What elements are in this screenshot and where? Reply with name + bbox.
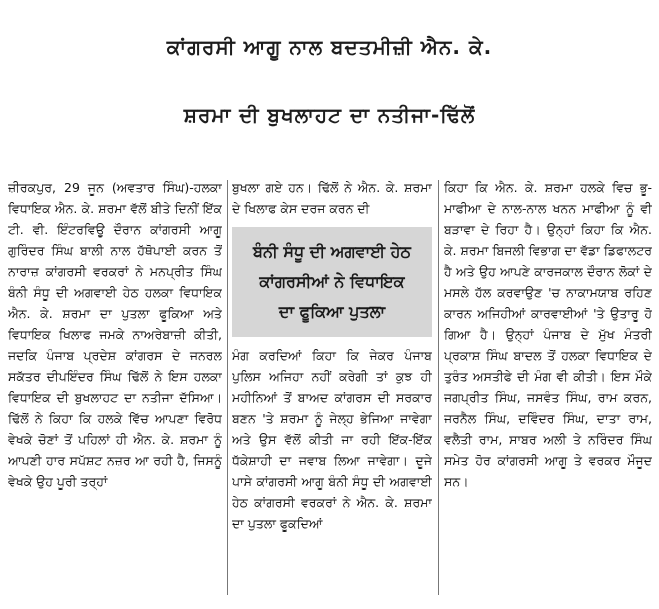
article-column-1: ਜ਼ੀਰਕਪੁਰ, 29 ਜੂਨ (ਅਵਤਾਰ ਸਿੰਘ)-ਹਲਕਾ ਵਿਧਾਇਕ ਐਨ. ਕੇ. ਸ਼ਰਮਾ ਵੱਲੋਂ ਬੀਤੇ ਦਿਨੀਂ ਇੱਕ ਟੀ. ਵੀ. ਇੰਟਰਵਿਊ ਦੌਰਾਨ ਕਾਂਗਰਸੀ ਆਗੂ ਗੁਰਿੰਦਰ ਸਿੰਘ ਬਾਲੀ ਨਾਲ ਹੱਥੋਪਾਈ ਕਰਨ ਤੋਂ ਨਾਰਾਜ਼ ਕਾਂਗਰਸੀ ਵਰਕਰਾਂ ਨੇ ਮਨਪ੍ਰੀਤ ਸਿੰਘ ਬੰਨੀ ਸੰਧੂ ਦੀ ਅਗਵਾਈ ਹੇਠ ਹਲਕਾ ਵਿਧਾਇਕ ਐਨ. ਕੇ. ਸ਼ਰਮਾ ਦਾ ਪੁਤਲਾ ਫੂਕਿਆ ਅਤੇ ਵਿਧਾਇਕ ਖਿਲਾਫ ਜਮਕੇ ਨਾਅਰੇਬਾਜ਼ੀ ਕੀਤੀ, ਜਦਕਿ ਪੰਜਾਬ ਪ੍ਰਦੇਸ਼ ਕਾਂਗਰਸ ਦੇ ਜਨਰਲ ਸਕੱਤਰ ਦੀਪਇੰਦਰ ਸਿੰਘ ਢਿੱਲੋਂ ਨੇ ਇਸ ਹਲਕਾ ਵਿਧਾਇਕ ਦੀ ਬੁਖਲਾਹਟ ਦਾ ਨਤੀਜਾ ਦੱਸਿਆ। ਢਿੱਲੋਂ ਨੇ ਕਿਹਾ ਕਿ ਹਲਕੇ ਵਿੱਚ ਆਪਣਾ ਵਿਰੋਧ ਵੇਖਕੇ ਚੋਣਾਂ ਤੋਂ ਪਹਿਲਾਂ ਹੀ ਐਨ. ਕੇ. ਸ਼ਰਮਾ ਨੂੰ ਆਪਣੀ ਹਾਰ ਸਪੱਸ਼ਟ ਨਜ਼ਰ ਆ ਰਹੀ ਹੈ, ਜਿਸਨੂੰ ਵੇਖਕੇ ਉਹ ਪੂਰੀ ਤਰ੍ਹਾਂ	[8, 180, 222, 489]
article-column-3: ਕਿਹਾ ਕਿ ਐਨ. ਕੇ. ਸ਼ਰਮਾ ਹਲਕੇ ਵਿਚ ਭੂ-ਮਾਫੀਆ ਦੇ ਨਾਲ-ਨਾਲ ਖਨਨ ਮਾਫੀਆ ਨੂੰ ਵੀ ਬੜਾਵਾ ਦੇ ਰਿਹਾ ਹੈ। ਉਨ੍ਹਾਂ ਕਿਹਾ ਕਿ ਐਨ. ਕੇ. ਸ਼ਰਮਾ ਬਿਜਲੀ ਵਿਭਾਗ ਦਾ ਵੱਡਾ ਡਿਫਾਲਟਰ ਹੈ ਅਤੇ ਉਹ ਆਪਣੇ ਕਾਰਜਕਾਲ ਦੌਰਾਨ ਲੋਕਾਂ ਦੇ ਮਸਲੇ ਹੱਲ ਕਰਵਾਉਣ 'ਚ ਨਾਕਾਮਯਾਬ ਰਹਿਣ ਕਾਰਨ ਅਜਿਹੀਆਂ ਕਾਰਵਾਈਆਂ 'ਤੇ ਉਤਾਰੂ ਹੋ ਗਿਆ ਹੈ। ਉਨ੍ਹਾਂ ਪੰਜਾਬ ਦੇ ਮੁੱਖ ਮੰਤਰੀ ਪ੍ਰਕਾਸ਼ ਸਿੰਘ ਬਾਦਲ ਤੋਂ ਹਲਕਾ ਵਿਧਾਇਕ ਦੇ ਤੁਰੰਤ ਅਸਤੀਫੇ ਦੀ ਮੰਗ ਵੀ ਕੀਤੀ। ਇਸ ਮੌਕੇ ਜਗਪ੍ਰੀਤ ਸਿੰਘ, ਜਸਵੰਤ ਸਿੰਘ, ਰਾਮ ਕਰਨ, ਜਰਨੈਲ ਸਿੰਘ, ਦਵਿੰਦਰ ਸਿੰਘ, ਦਾਤਾ ਰਾਮ, ਵਲੈਤੀ ਰਾਮ, ਸਾਬਰ ਅਲੀ ਤੇ ਨਰਿੰਦਰ ਸਿੰਘ ਸਮੇਤ ਹੋਰ ਕਾਂਗਰਸੀ ਆਗੂ ਤੇ ਵਰਕਰ ਮੌਜੂਦ ਸਨ।	[444, 180, 652, 489]
highlight-line-1: ਬੰਨੀ ਸੰਧੂ ਦੀ ਅਗਵਾਈ ਹੇਠ	[253, 242, 411, 261]
headline-line-2: ਸ਼ਰਮਾ ਦੀ ਬੁਖਲਾਹਟ ਦਾ ਨਤੀਜਾ-ਢਿੱਲੋਂ	[183, 103, 476, 127]
column-divider	[438, 180, 439, 595]
column-divider	[227, 180, 228, 595]
article-column-2-bottom: ਮੰਗ ਕਰਦਿਆਂ ਕਿਹਾ ਕਿ ਜੇਕਰ ਪੰਜਾਬ ਪੁਲਿਸ ਅਜਿਹਾ ਨਹੀਂ ਕਰੇਗੀ ਤਾਂ ਕੁਝ ਹੀ ਮਹੀਨਿਆਂ ਤੋਂ ਬਾਅਦ ਕਾਂਗਰਸ ਦੀ ਸਰਕਾਰ ਬਣਨ 'ਤੇ ਸ਼ਰਮਾ ਨੂੰ ਜੇਲ੍ਹ ਭੇਜਿਆ ਜਾਵੇਗਾ ਅਤੇ ਉਸ ਵੱਲੋਂ ਕੀਤੀ ਜਾ ਰਹੀ ਇੱਕ-ਇੱਕ ਧੱਕੇਸ਼ਾਹੀ ਦਾ ਜਵਾਬ ਲਿਆ ਜਾਵੇਗਾ। ਦੂਜੇ ਪਾਸੇ ਕਾਂਗਰਸੀ ਆਗੂ ਬੰਨੀ ਸੰਧੂ ਦੀ ਅਗਵਾਈ ਹੇਠ ਕਾਂਗਰਸੀ ਵਰਕਰਾਂ ਨੇ ਐਨ. ਕੇ. ਸ਼ਰਮਾ ਦਾ ਪੁਤਲਾ ਫੂਕਦਿਆਂ	[232, 348, 432, 531]
article-column-2-top: ਬੁਖਲਾ ਗਏ ਹਨ। ਢਿੱਲੋਂ ਨੇ ਐਨ. ਕੇ. ਸ਼ਰਮਾ ਦੇ ਖਿਲਾਫ ਕੇਸ ਦਰਜ ਕਰਨ ਦੀ	[232, 180, 432, 216]
highlight-line-2: ਕਾਂਗਰਸੀਆਂ ਨੇ ਵਿਧਾਇਕ	[259, 272, 405, 291]
highlight-line-3: ਦਾ ਫੂਕਿਆ ਪੁਤਲਾ	[278, 302, 386, 321]
highlight-box	[232, 227, 432, 337]
headline-line-1: ਕਾਂਗਰਸੀ ਆਗੂ ਨਾਲ ਬਦਤਮੀਜ਼ੀ ਐਨ. ਕੇ.	[166, 35, 493, 59]
